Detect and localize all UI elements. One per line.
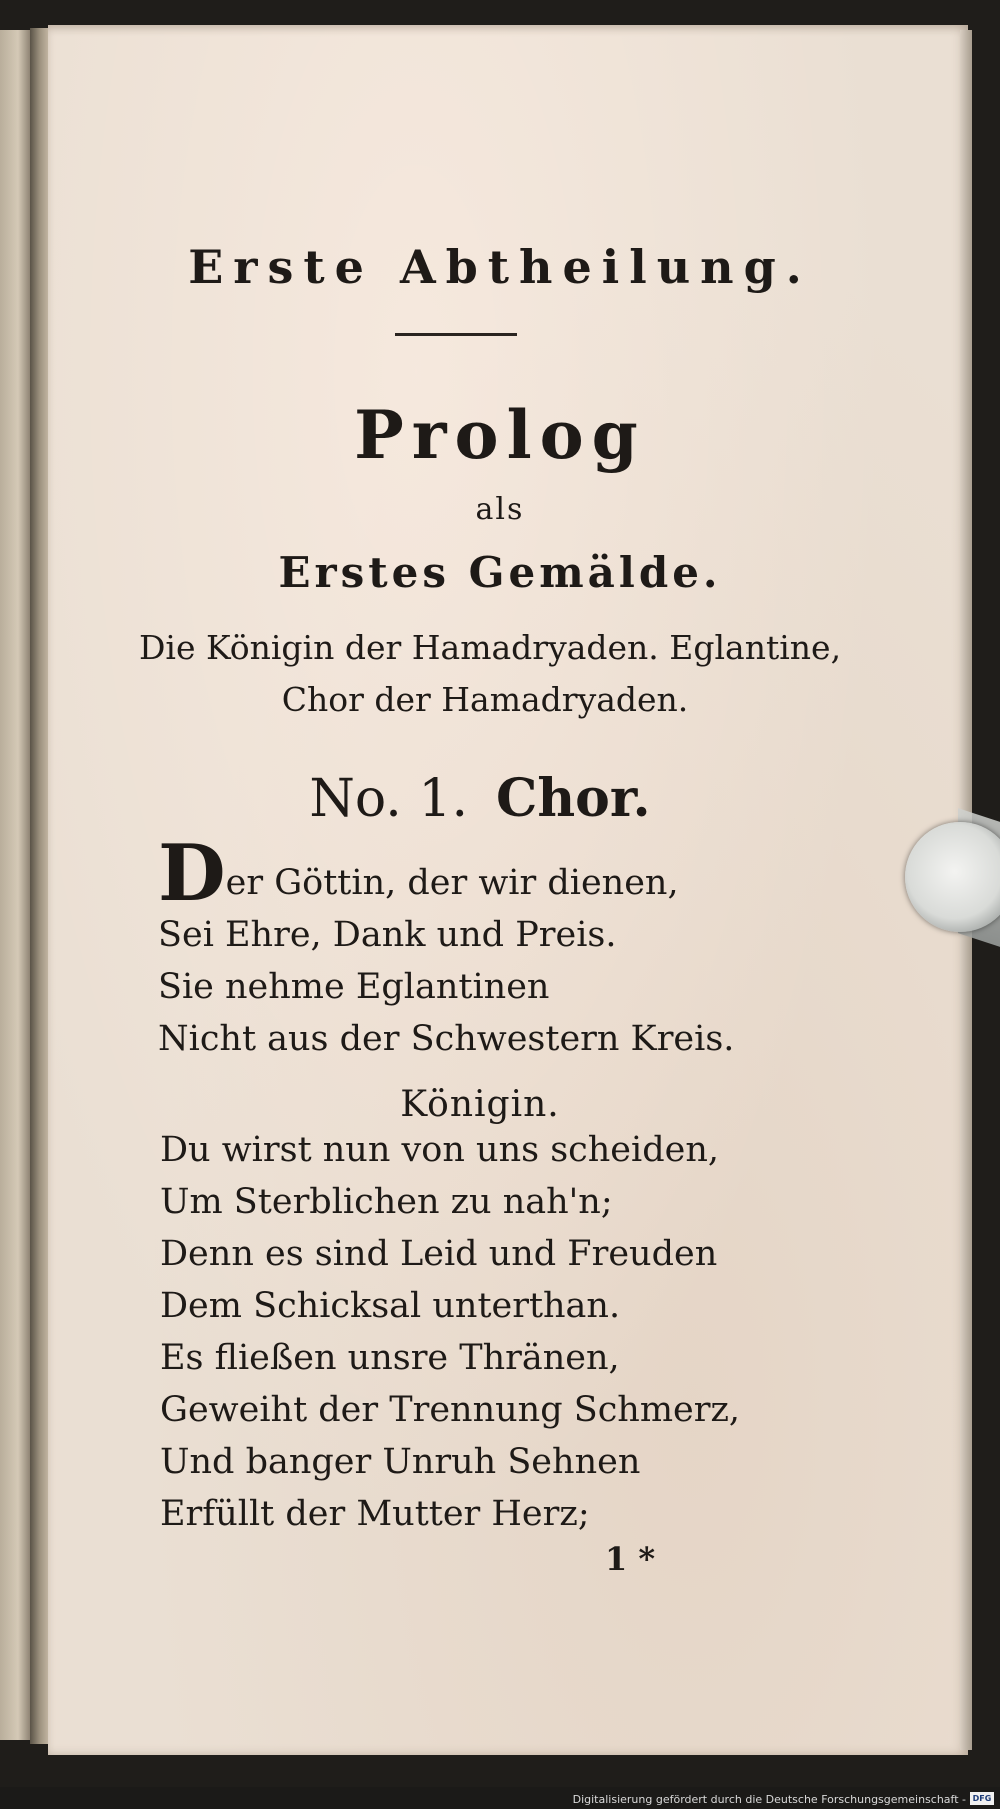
number-title: Chor.: [495, 768, 651, 829]
page-title: Prolog: [354, 396, 646, 474]
verse-line: Der Göttin, der wir dienen,: [158, 828, 679, 919]
section-heading: Erste Abtheilung.: [188, 240, 812, 294]
signature-mark: 1 *: [605, 1540, 656, 1578]
drop-cap: D: [158, 828, 226, 919]
verse-line: Um Sterblichen zu nah'n;: [160, 1182, 613, 1222]
verse-line: Und banger Unruh Sehnen: [160, 1442, 641, 1482]
verse-line: Es fließen unsre Thränen,: [160, 1338, 620, 1378]
verse-line: Du wirst nun von uns scheiden,: [160, 1130, 719, 1170]
als-line: als: [475, 492, 525, 527]
divider-rule: [395, 333, 517, 336]
koenigin-verses: [160, 1124, 740, 1540]
number-label: No. 1.: [309, 769, 468, 829]
verse-line: Erfüllt der Mutter Herz;: [160, 1494, 590, 1534]
dfg-logo: DFG: [970, 1792, 994, 1805]
characters-line-1: Die Königin der Hamadryaden. Eglantine,: [138, 628, 842, 667]
footer-credit: Digitalisierung gefördert durch die Deutsche Forschungsgemeinschaft -: [572, 1793, 966, 1806]
characters-line-2: Chor der Hamadryaden.: [281, 680, 689, 719]
speaker-heading: Königin.: [400, 1084, 560, 1125]
verse-line: Sie nehme Eglantinen: [158, 967, 550, 1007]
verse-line: Dem Schicksal unterthan.: [160, 1286, 621, 1326]
verse-line: Geweiht der Trennung Schmerz,: [160, 1390, 741, 1430]
number-heading: [0, 768, 980, 829]
chor-verses: [158, 828, 735, 1065]
verse-line: Nicht aus der Schwestern Kreis.: [158, 1019, 735, 1059]
subtitle: Erstes Gemälde.: [278, 548, 722, 597]
footer-bar: [0, 1787, 1000, 1809]
verse-line: Sei Ehre, Dank und Preis.: [158, 915, 617, 955]
verse-line: Denn es sind Leid und Freuden: [160, 1234, 718, 1274]
